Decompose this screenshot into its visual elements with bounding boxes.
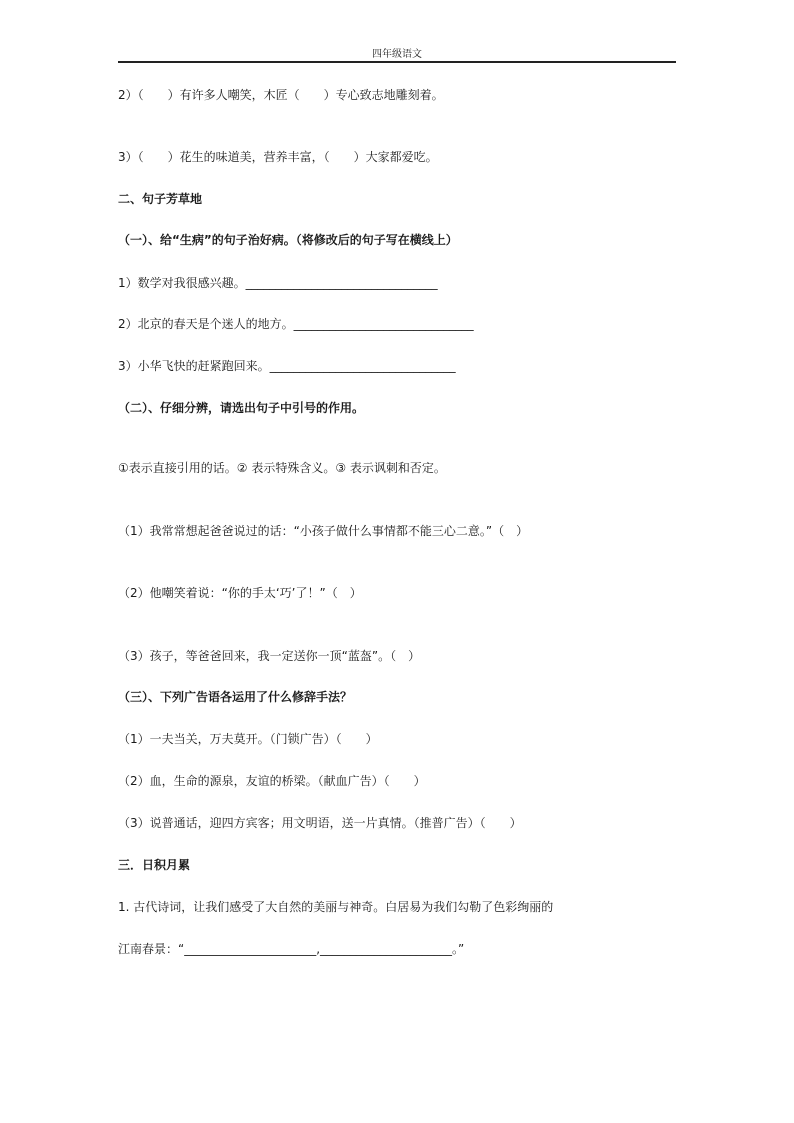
sub3-item-1: （1）一夫当关，万夫莫开。（门锁广告）（ ）: [118, 732, 378, 746]
sub2-item-2: （2）他嘲笑着说：“你的手太‘巧’了！”（ ）: [118, 586, 362, 600]
part1-item-2: 2）（ ）有许多人嘲笑，木匠（ ）专心致志地雕刻着。: [118, 88, 444, 102]
section3-q1-line2: 江南春景：“______________________,______________________。”: [118, 942, 465, 956]
section2-sub3-title: （三）、下列广告语各运用了什么修辞手法？: [118, 690, 353, 704]
sub1-item-2: 2）北京的春天是个迷人的地方。______________________________: [118, 317, 474, 331]
sub3-item-3: （3）说普通话，迎四方宾客；用文明语，送一片真情。（推普广告）（ ）: [118, 816, 522, 830]
section3-q1-line1: 1. 古代诗词，让我们感受了大自然的美丽与神奇。白居易为我们勾勒了色彩绚丽的: [118, 900, 554, 914]
sub1-item-3: 3）小华飞快的赶紧跑回来。_______________________________: [118, 359, 456, 373]
page-header: [118, 48, 676, 63]
section2-title: 二、句子芳草地: [118, 192, 203, 206]
section2-sub2-title: （二）、仔细分辨，请选出句子中引号的作用。: [118, 401, 365, 415]
sub2-options: ①表示直接引用的话。② 表示特殊含义。③ 表示讽刺和否定。: [118, 461, 446, 475]
sub3-item-2: （2）血，生命的源泉，友谊的桥梁。（献血广告）（ ）: [118, 774, 426, 788]
section2-sub1-title: （一）、给“生病”的句子治好病。（将修改后的句子写在横线上）: [118, 233, 458, 247]
sub2-item-1: （1）我常常想起爸爸说过的话：“小孩子做什么事情都不能三心二意。”（ ）: [118, 524, 529, 538]
sub2-item-3: （3）孩子，等爸爸回来，我一定送你一顶“蓝盔”。（ ）: [118, 649, 421, 663]
sub1-item-1: 1）数学对我很感兴趣。________________________________: [118, 276, 438, 290]
header-title: 四年级语文: [372, 49, 422, 60]
part1-item-3: 3）（ ）花生的味道美，营养丰富，（ ）大家都爱吃。: [118, 150, 438, 164]
section3-title: 三．日积月累: [118, 858, 191, 872]
